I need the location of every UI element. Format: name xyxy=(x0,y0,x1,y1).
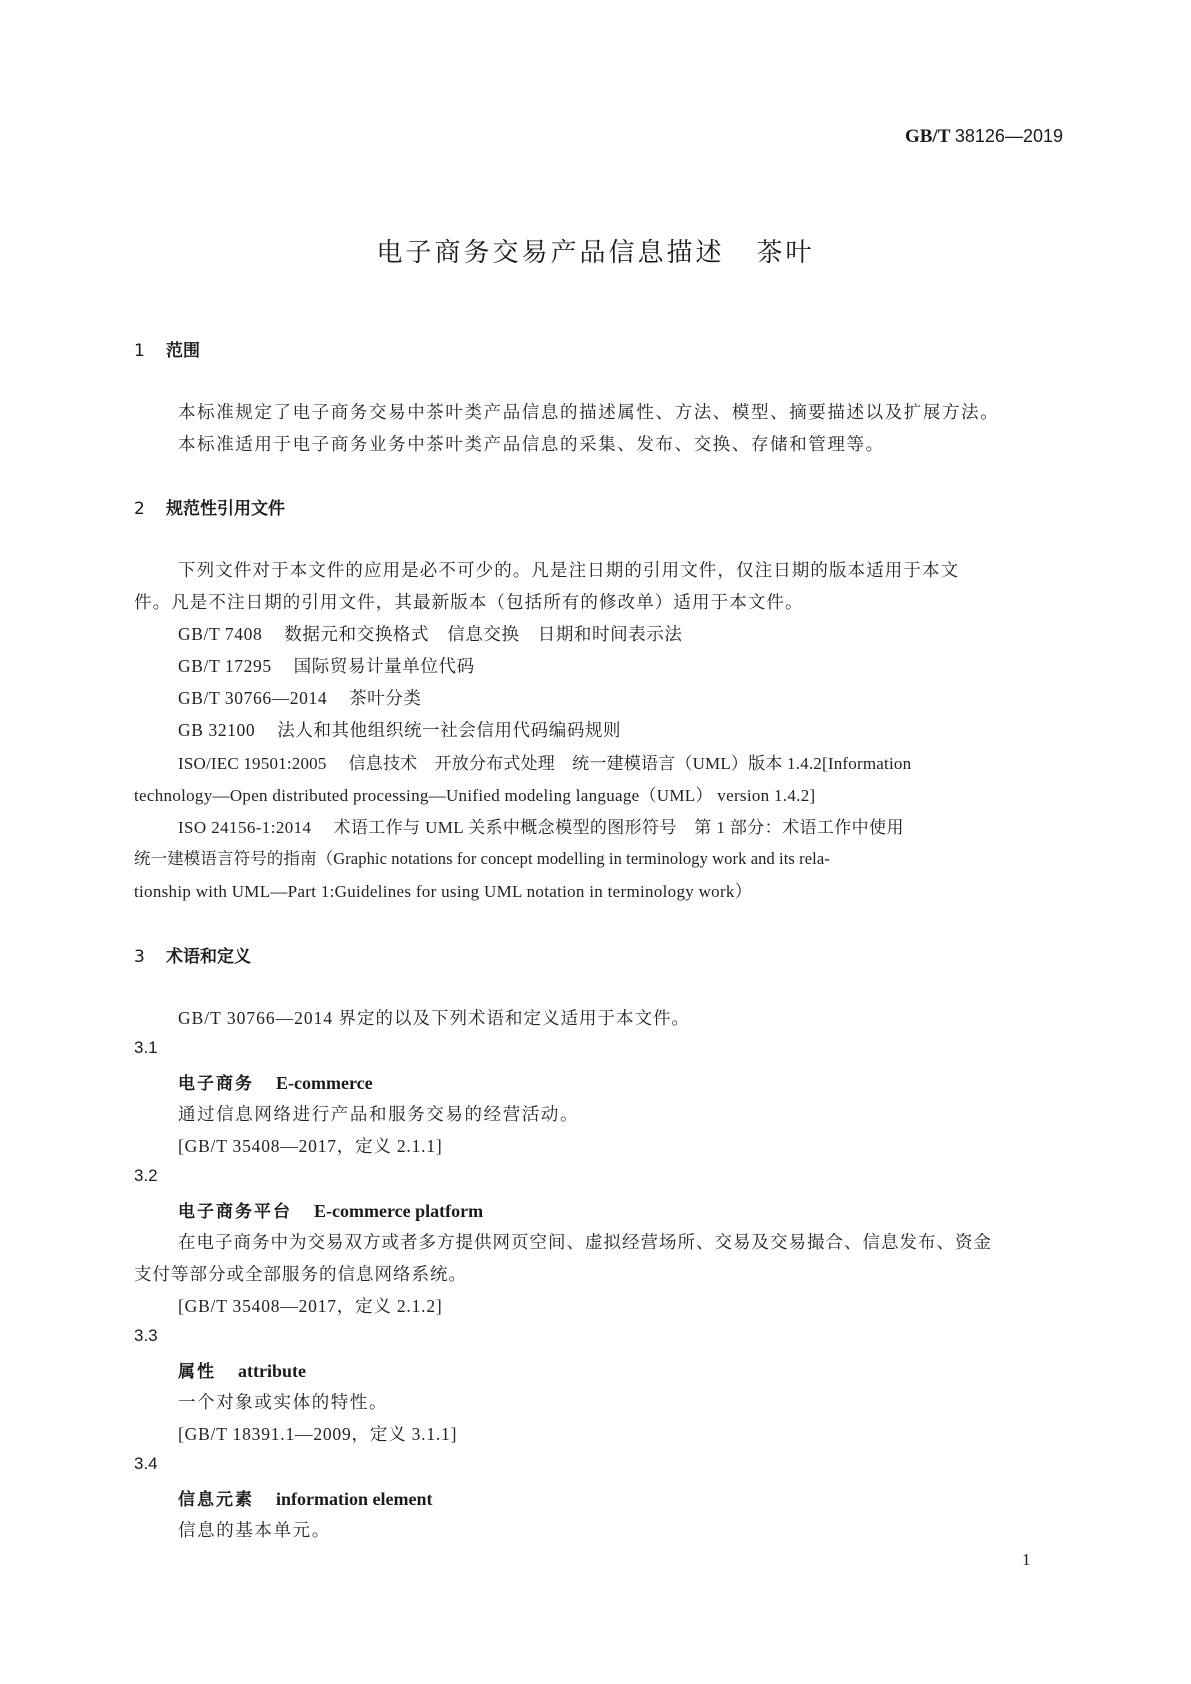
title-main: 电子商务交易产品信息描述 xyxy=(376,238,725,268)
section-number: 3 xyxy=(134,947,145,967)
scope-paragraph-1: 本标准规定了电子商务交易中茶叶类产品信息的描述属性、方法、模型、摘要描述以及扩展方法。 xyxy=(178,402,1000,422)
term-zh: 电子商务 xyxy=(178,1074,254,1094)
reference-title: 法人和其他组织统一社会信用代码编码规则 xyxy=(277,720,622,740)
section-number: 1 xyxy=(134,341,145,361)
section-heading-scope xyxy=(134,336,200,361)
term-source: [GB/T 35408—2017，定义 2.1.2] xyxy=(178,1296,443,1316)
term-definition: 信息的基本单元。 xyxy=(178,1520,331,1540)
reference-code: GB/T 7408 xyxy=(178,624,263,644)
reference-item xyxy=(178,621,683,646)
standard-code: 38126—2019 xyxy=(954,126,1063,146)
clause-number: 3.1 xyxy=(134,1038,158,1057)
term-definition: 在电子商务中为交易双方或者多方提供网页空间、虚拟经营场所、交易及交易撮合、信息发布、资金 xyxy=(178,1232,992,1252)
reference-title: 术语工作与 UML 关系中概念模型的图形符号 第 1 部分：术语工作中使用 xyxy=(333,818,904,837)
reference-item-iso24156-cont-1: 统一建模语言符号的指南（Graphic notations for concept modelling in terminology work and its rela- xyxy=(134,849,830,868)
section-title: 范围 xyxy=(166,341,200,361)
section-title: 规范性引用文件 xyxy=(166,499,285,519)
term-source: [GB/T 18391.1—2009，定义 3.1.1] xyxy=(178,1424,458,1444)
term-zh: 属性 xyxy=(178,1362,216,1382)
reference-item-iso24156 xyxy=(178,813,904,838)
term-en: information element xyxy=(276,1489,433,1509)
references-intro-line-2: 件。凡是不注日期的引用文件，其最新版本（包括所有的修改单）适用于本文件。 xyxy=(134,592,804,612)
section-heading-terms-definitions xyxy=(134,942,251,967)
term-en: E-commerce platform xyxy=(314,1201,484,1221)
reference-code: GB/T 17295 xyxy=(178,656,272,676)
terms-intro: GB/T 30766—2014 界定的以及下列术语和定义适用于本文件。 xyxy=(178,1008,691,1028)
term-source: [GB/T 35408—2017，定义 2.1.1] xyxy=(178,1136,443,1156)
section-number: 2 xyxy=(134,499,145,519)
reference-item-iso19501-cont: technology—Open distributed processing—Unified modeling language（UML） version 1.4.2] xyxy=(134,786,816,805)
reference-item xyxy=(178,717,621,742)
reference-title: 数据元和交换格式 信息交换 日期和时间表示法 xyxy=(284,624,683,644)
clause-number: 3.3 xyxy=(134,1326,158,1345)
reference-item xyxy=(178,685,422,710)
document-title xyxy=(0,232,1191,269)
standard-number-header xyxy=(905,126,1063,148)
standard-prefix: GB/T xyxy=(904,126,951,147)
term-zh: 电子商务平台 xyxy=(178,1202,292,1222)
term-en: E-commerce xyxy=(276,1073,373,1093)
reference-title: 国际贸易计量单位代码 xyxy=(293,656,475,676)
reference-code: GB 32100 xyxy=(178,720,256,740)
term-heading xyxy=(178,1357,306,1382)
section-heading-normative-references xyxy=(134,494,285,519)
reference-code: ISO/IEC 19501:2005 xyxy=(178,754,327,773)
term-definition: 一个对象或实体的特性。 xyxy=(178,1392,389,1412)
reference-item-iso19501 xyxy=(178,749,911,774)
clause-number: 3.4 xyxy=(134,1454,158,1473)
section-title: 术语和定义 xyxy=(166,947,251,967)
clause-number: 3.2 xyxy=(134,1166,158,1185)
reference-item-iso24156-cont-2: tionship with UML—Part 1:Guidelines for using UML notation in terminology work） xyxy=(134,882,753,901)
page-number: 1 xyxy=(1022,1550,1031,1569)
term-zh: 信息元素 xyxy=(178,1490,254,1510)
reference-title: 茶叶分类 xyxy=(349,688,422,708)
title-sub: 茶叶 xyxy=(756,238,815,268)
reference-code: GB/T 30766—2014 xyxy=(178,688,328,708)
reference-item xyxy=(178,653,475,678)
term-heading xyxy=(178,1197,483,1222)
term-definition: 通过信息网络进行产品和服务交易的经营活动。 xyxy=(178,1104,580,1124)
reference-title: 信息技术 开放分布式处理 统一建模语言（UML）版本 1.4.2[Information xyxy=(348,754,912,773)
term-definition-cont: 支付等部分或全部服务的信息网络系统。 xyxy=(134,1264,467,1284)
reference-code: ISO 24156-1:2014 xyxy=(178,818,312,837)
references-intro-line-1: 下列文件对于本文件的应用是必不可少的。凡是注日期的引用文件，仅注日期的版本适用于本文 xyxy=(178,560,960,580)
term-heading xyxy=(178,1069,373,1094)
term-en: attribute xyxy=(238,1361,306,1381)
term-heading xyxy=(178,1485,432,1510)
scope-paragraph-2: 本标准适用于电子商务业务中茶叶类产品信息的采集、发布、交换、存储和管理等。 xyxy=(178,434,885,454)
